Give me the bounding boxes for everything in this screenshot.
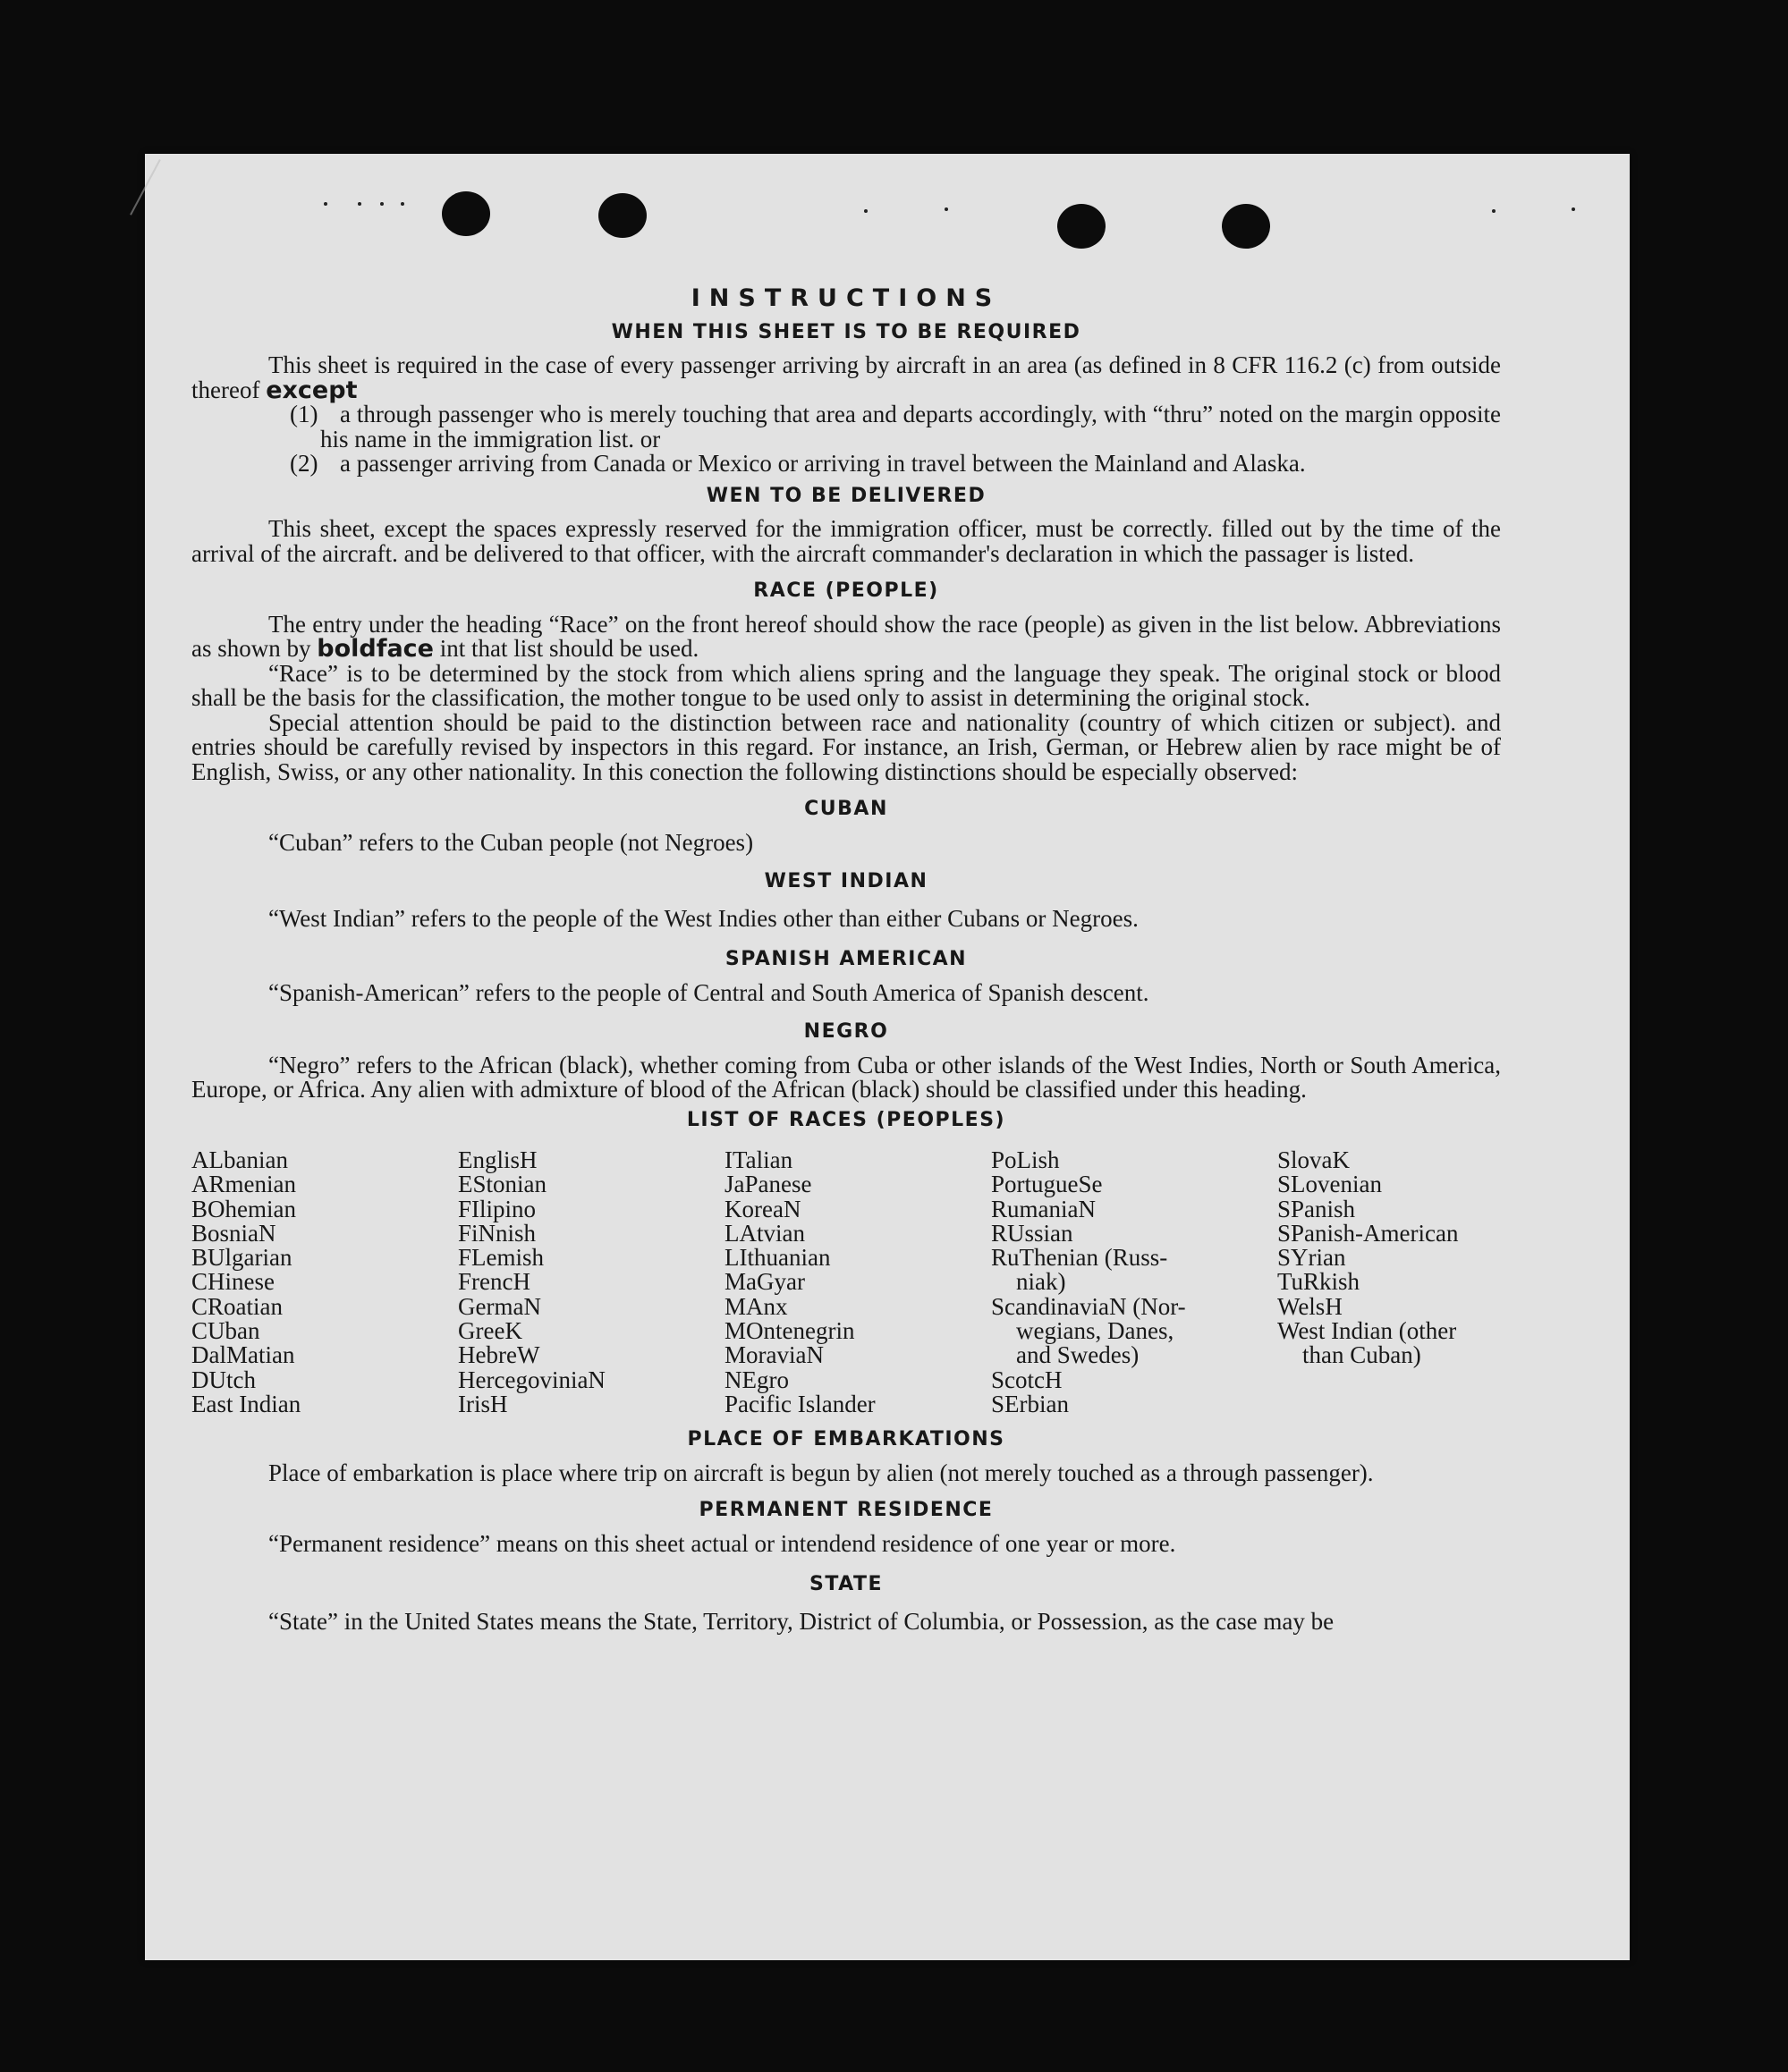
race-item: SlovaK: [1277, 1146, 1350, 1173]
heading-cuban: CUBAN: [804, 798, 888, 820]
race-item: SLovenian: [1277, 1171, 1382, 1198]
race-item: BOhemian: [191, 1195, 296, 1222]
race-item: GreeK: [458, 1317, 522, 1345]
race-item: West Indian (other: [1277, 1317, 1457, 1345]
race-item: DalMatian: [191, 1341, 295, 1369]
page-title: INSTRUCTIONS: [691, 284, 1002, 312]
race-item-continued: and Swedes): [1016, 1341, 1140, 1369]
heading-place-of-embarkation: PLACE OF EMBARKATIONS: [687, 1428, 1005, 1451]
race-item: SPanish: [1277, 1195, 1356, 1222]
race-item: Pacific Islander: [725, 1390, 876, 1417]
race-item: RumaniaN: [991, 1195, 1096, 1222]
races-column-4: [991, 1148, 1277, 1417]
paragraph-delivered: This sheet, except the spaces expressly reserved for the immigration officer, must be correctly. filled out by the time of the arrival of the aircraft. and be delivered to that officer, with the aircraft commander's declaration in which the passager is listed.: [191, 515, 1501, 567]
race-item: BosniaN: [191, 1219, 276, 1247]
race-item: FrencH: [458, 1268, 530, 1296]
races-column-3: [725, 1148, 991, 1417]
race-item: FiNnish: [458, 1219, 537, 1247]
emphasis-except: except: [266, 376, 358, 404]
paragraph-race-2: “Race” is to be determined by the stock from which aliens spring and the language they speak. The original stock or blood shall be the basis for the classification, the mother tongue to be used only to assist in determining the original stock.: [191, 659, 1501, 711]
race-item: GermaN: [458, 1292, 541, 1320]
speck: [1572, 207, 1575, 211]
heading-when-delivered: WEN TO BE DELIVERED: [706, 484, 987, 507]
speck: [358, 202, 361, 206]
race-item: NEgro: [725, 1366, 789, 1393]
race-item: IrisH: [458, 1390, 508, 1417]
heading-west-indian: WEST INDIAN: [764, 870, 928, 892]
speck: [945, 207, 948, 211]
paragraph-permanent-residence: “Permanent residence” means on this sheet actual or intendend residence of one year or more.: [268, 1529, 1176, 1557]
instructions-content: [191, 286, 1501, 1634]
races-column-5: [1277, 1148, 1501, 1417]
race-item: ALbanian: [191, 1146, 288, 1173]
race-item: SPanish-American: [1277, 1219, 1459, 1247]
paragraph-race-1: The entry under the heading “Race” on the front hereof should show the race (people) as given in the list below. Abbreviations as shown by boldface int that list should be used.: [191, 610, 1501, 663]
race-item: CRoatian: [191, 1292, 283, 1320]
race-item: ScotcH: [991, 1366, 1063, 1393]
race-item: ARmenian: [191, 1171, 296, 1198]
race-item: MoraviaN: [725, 1341, 824, 1369]
race-item: ITalian: [725, 1146, 793, 1173]
race-item: FIlipino: [458, 1195, 537, 1222]
race-item: JaPanese: [725, 1171, 812, 1198]
race-item: CHinese: [191, 1268, 275, 1296]
race-item: LIthuanian: [725, 1244, 831, 1272]
heading-list-of-races: LIST OF RACES (PEOPLES): [686, 1108, 1006, 1131]
race-item: RUssian: [991, 1219, 1073, 1247]
race-item: RuThenian (Russ-: [991, 1244, 1168, 1272]
race-item: TuRkish: [1277, 1268, 1360, 1296]
heading-negro: NEGRO: [803, 1020, 889, 1043]
race-item: SErbian: [991, 1390, 1069, 1417]
races-column-2: [458, 1148, 725, 1417]
paragraph-embarkation: Place of embarkation is place where trip on aircraft is begun by alien (not merely touched as a through passenger).: [268, 1459, 1374, 1486]
race-item-continued: niak): [1016, 1268, 1066, 1296]
punch-hole-3: [1057, 204, 1106, 249]
paragraph-spanish-american: “Spanish-American” refers to the people of Central and South America of Spanish descent.: [268, 978, 1149, 1006]
race-item: HebreW: [458, 1341, 540, 1369]
race-item: MAnx: [725, 1292, 788, 1320]
race-item: FLemish: [458, 1244, 545, 1272]
race-item: CUban: [191, 1317, 260, 1345]
punch-hole-2: [598, 193, 647, 238]
race-item: LAtvian: [725, 1219, 805, 1247]
exception-item-1: (1) a through passenger who is merely touching that area and departs accordingly, with “thru” noted on the margin opposite his name in the immigration list. or: [290, 401, 1501, 452]
race-item: DUtch: [191, 1366, 256, 1393]
race-item: HercegoviniaN: [458, 1366, 606, 1393]
race-item: ScandinaviaN (Nor-: [991, 1292, 1186, 1320]
speck: [324, 202, 327, 206]
exception-item-2: (2) a passenger arriving from Canada or Mexico or arriving in travel between the Mainland and Alaska.: [290, 450, 1306, 477]
punch-hole-1: [442, 191, 490, 236]
races-column-1: [191, 1148, 458, 1417]
race-item: EnglisH: [458, 1146, 538, 1173]
speck: [401, 202, 404, 206]
paragraph-state: “State” in the United States means the State, Territory, District of Columbia, or Possession, as the case may be: [268, 1607, 1335, 1635]
emphasis-boldface: boldface: [317, 635, 434, 663]
speck: [864, 209, 868, 213]
paragraph-cuban: “Cuban” refers to the Cuban people (not Negroes): [268, 828, 754, 856]
race-item: WelsH: [1277, 1292, 1343, 1320]
race-item: PoLish: [991, 1146, 1060, 1173]
paragraph-west-indian: “West Indian” refers to the people of the West Indies other than either Cubans or Negroes.: [268, 904, 1139, 932]
race-item: BUlgarian: [191, 1244, 292, 1272]
race-item: MaGyar: [725, 1268, 805, 1296]
race-item: MOntenegrin: [725, 1317, 855, 1345]
paragraph-race-3: Special attention should be paid to the distinction between race and nationality (country of which citizen or subject). and entries should be carefully revised by inspectors in this regard. For instance, an Irish, German, or Hebrew alien by race might be of English, Swiss, or any other nationality. In this conection the following distinctions should be especially observed:: [191, 708, 1501, 785]
race-item: SYrian: [1277, 1244, 1346, 1272]
paragraph-required-intro: This sheet is required in the case of every passenger arriving by aircraft in an area (as defined in 8 CFR 116.2 (c) from outside thereof except: [191, 351, 1501, 404]
race-item: PortugueSe: [991, 1171, 1103, 1198]
heading-permanent-residence: PERMANENT RESIDENCE: [699, 1499, 994, 1522]
race-item-continued: than Cuban): [1302, 1341, 1421, 1369]
race-item-continued: wegians, Danes,: [1016, 1317, 1174, 1345]
race-item: EStonian: [458, 1171, 547, 1198]
heading-race: RACE (PEOPLE): [753, 579, 939, 602]
race-item: KoreaN: [725, 1195, 801, 1222]
races-list: [191, 1148, 1501, 1417]
punch-hole-4: [1222, 204, 1270, 249]
speck: [380, 202, 384, 206]
heading-spanish-american: SPANISH AMERICAN: [725, 948, 968, 970]
heading-when-required: WHEN THIS SHEET IS TO BE REQUIRED: [611, 320, 1081, 343]
paragraph-negro: “Negro” refers to the African (black), whether coming from Cuba or other islands of the West Indies, North or South America, Europe, or Africa. Any alien with admixture of blood of the African (black) should be classified under this heading.: [191, 1051, 1501, 1103]
heading-state: STATE: [809, 1573, 883, 1596]
race-item: East Indian: [191, 1390, 301, 1417]
speck: [1492, 209, 1496, 213]
